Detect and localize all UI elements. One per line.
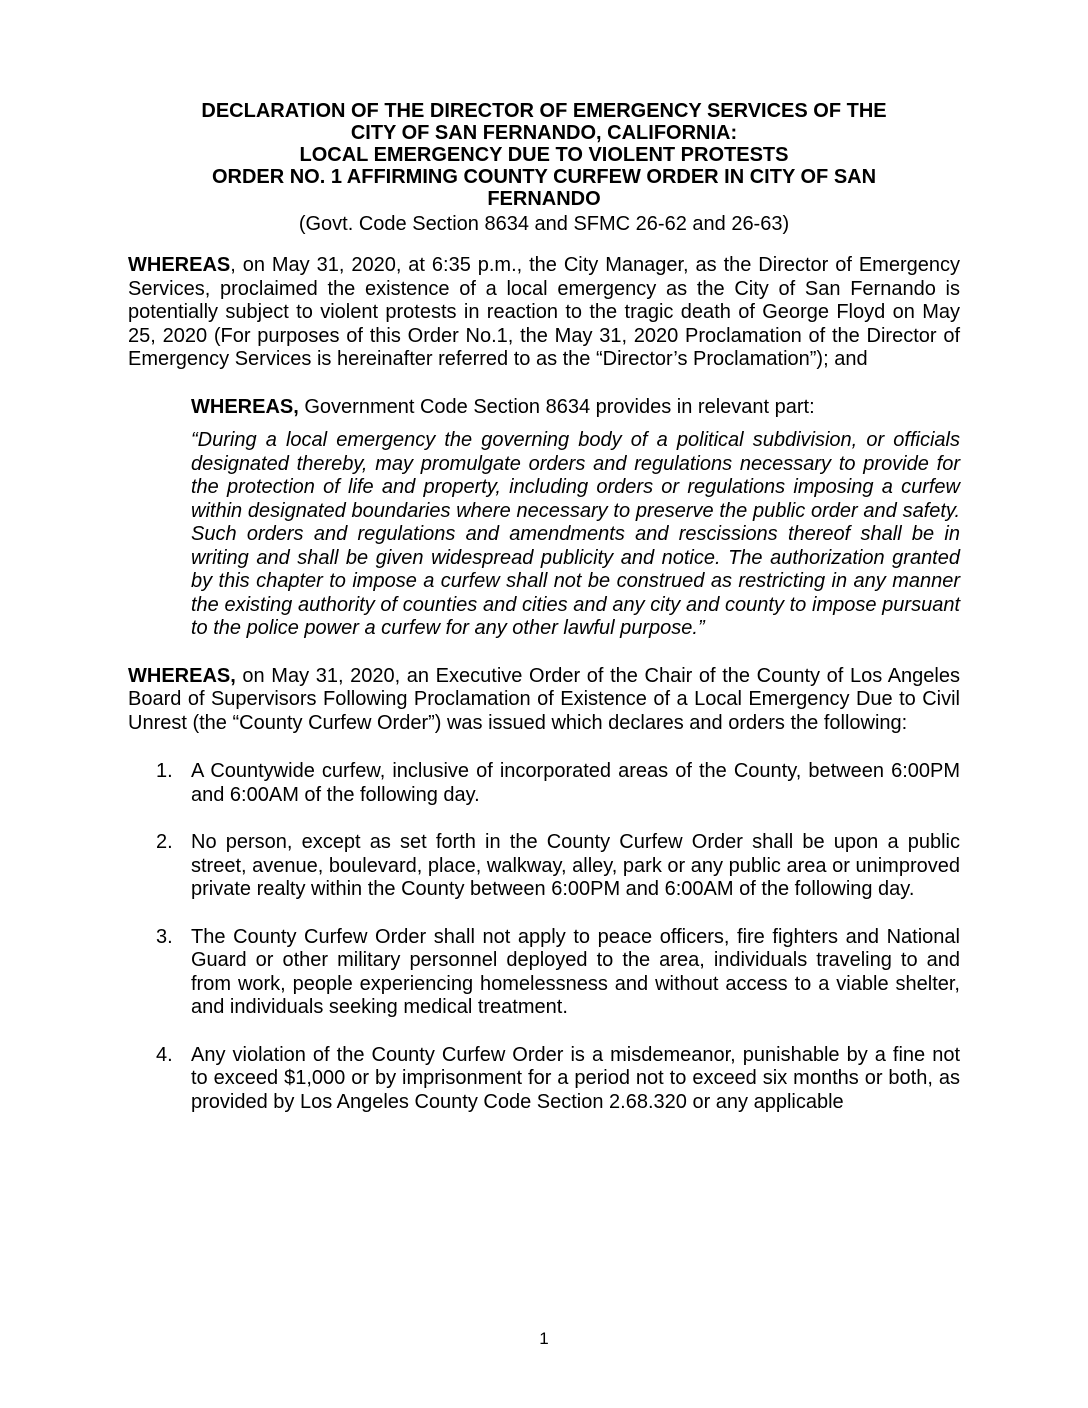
paragraph-text: Government Code Section 8634 provides in relevant part: [298, 395, 815, 418]
list-item [128, 926, 960, 1020]
paragraph-text: on May 31, 2020, an Executive Order of the Chair of the County of Los Angeles Board of Supervisors Following Proclamation of Existence of a Local Emergency Due to Civil Unrest (the “County Curfew Order”) was issued which declares and orders the following: [128, 664, 960, 734]
list-item [128, 1044, 960, 1115]
title-line: CITY OF SAN FERNANDO, CALIFORNIA: [350, 122, 738, 144]
item-text: No person, except as set forth in the County Curfew Order shall be upon a public street, avenue, boulevard, place, walkway, alley, park or any public area or unimproved private realty within the County between 6:00PM and 6:00AM of the following day. [191, 831, 960, 900]
title-line: ORDER NO. 1 AFFIRMING COUNTY CURFEW ORDER IN CITY OF SAN [211, 166, 877, 188]
document-title [128, 100, 960, 210]
whereas-lead: WHEREAS, [191, 395, 299, 418]
item-number: 1. [156, 760, 173, 782]
order-items-list [128, 760, 960, 1114]
item-text: The County Curfew Order shall not apply to peace officers, fire fighters and National Guard or other military personnel deployed to the area, individuals traveling to and from work, people experiencing homelessness and without access to a viable shelter, and individuals seeking medical treatment. [191, 925, 960, 1018]
page-number: 1 [539, 1329, 549, 1348]
whereas-paragraph-1 [128, 254, 960, 372]
whereas-paragraph-3 [128, 665, 960, 736]
item-number: 3. [156, 925, 173, 948]
item-text: A Countywide curfew, inclusive of incorporated areas of the County, between 6:00PM and 6:00AM of the following day. [191, 760, 960, 806]
list-item [128, 831, 960, 902]
item-number: 2. [156, 831, 173, 853]
document-page [128, 100, 960, 1114]
title-line: FERNANDO [487, 188, 601, 210]
list-item [128, 760, 960, 807]
item-text: Any violation of the County Curfew Order is a misdemeanor, punishable by a fine not to exceed $1,000 or by imprisonment for a period not to exceed six months or both, as provided by Los Angeles County Code Section 2.68.320 or any applicable [191, 1043, 960, 1113]
whereas-paragraph-2 [191, 396, 960, 420]
statute-quote: “During a local emergency the governing body of a political subdivision, or officials designated thereby, may promulgate orders and regulations necessary to provide for the protection of life and property, including orders or regulations imposing a curfew within designated boundaries where necessary to preserve the public order and safety. Such orders and regulations and amendments and rescissions thereof shall be in writing and shall be given widespread publicity and notice. The authorization granted by this chapter to impose a curfew shall not be construed as restricting in any manner the existing authority of counties and cities and any city and county to impose pursuant to the police power a curfew for any other lawful purpose.” [191, 429, 960, 639]
document-subtitle: (Govt. Code Section 8634 and SFMC 26-62 and 26-63) [298, 213, 790, 235]
whereas-lead: WHEREAS, [128, 664, 236, 687]
whereas-lead: WHEREAS [128, 254, 231, 276]
title-line: LOCAL EMERGENCY DUE TO VIOLENT PROTESTS [299, 144, 789, 166]
paragraph-text: , on May 31, 2020, at 6:35 p.m., the City Manager, as the Director of Emergency Services, proclaimed the existence of a local emergency as the City of San Fernando is potentially subject to violent protests in reaction to the tragic death of George Floyd on May 25, 2020 (For purposes of this Order No.1, the May 31, 2020 Proclamation of the Director of Emergency Services is hereinafter referred to as the “Director’s Proclamation”); and [128, 254, 960, 370]
item-number: 4. [156, 1043, 173, 1066]
title-line: DECLARATION OF THE DIRECTOR OF EMERGENCY SERVICES OF THE [201, 100, 887, 122]
